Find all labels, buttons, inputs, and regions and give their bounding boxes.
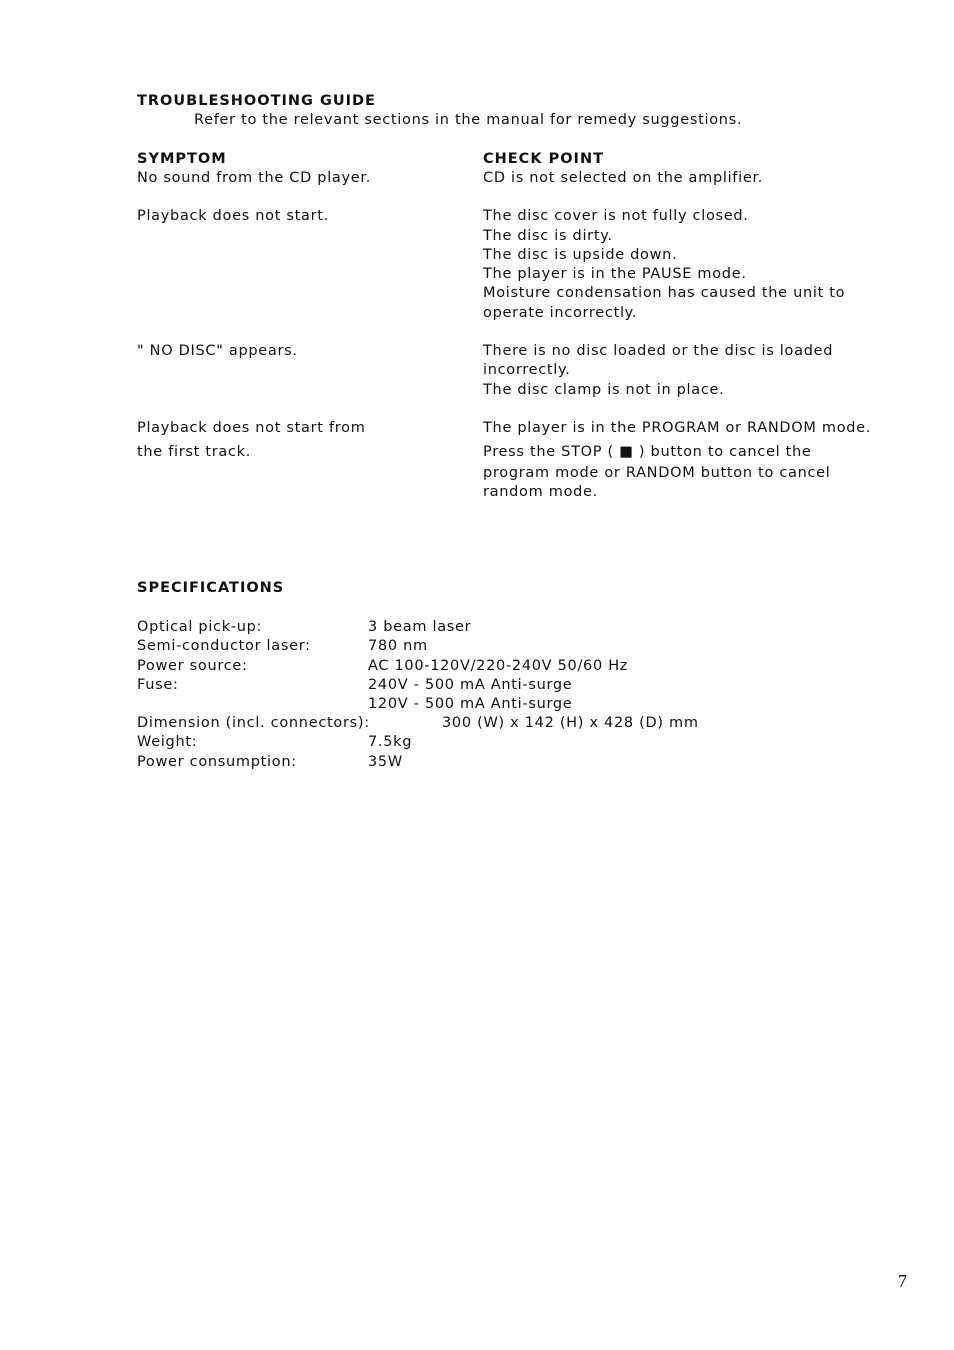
check-item: incorrectly. bbox=[483, 362, 571, 378]
check-item: There is no disc loaded or the disc is loaded bbox=[483, 343, 834, 359]
symptom-playback-not-start: Playback does not start. bbox=[137, 208, 330, 224]
check-item: random mode. bbox=[483, 484, 598, 500]
checkpoint-header: CHECK POINT bbox=[483, 151, 604, 167]
spec-label: Power consumption: bbox=[137, 754, 297, 770]
spec-value: 240V - 500 mA Anti-surge bbox=[368, 677, 573, 693]
page-number: 7 bbox=[898, 1271, 907, 1291]
check-item: Press the STOP ( ■ ) button to cancel the bbox=[483, 444, 812, 460]
check-item: Moisture condensation has caused the unit to bbox=[483, 285, 846, 301]
spec-label: Dimension (incl. connectors): bbox=[137, 715, 370, 731]
symptom-no-sound: No sound from the CD player. bbox=[137, 170, 372, 186]
check-item: The disc is upside down. bbox=[483, 247, 678, 263]
spec-label: Power source: bbox=[137, 658, 248, 674]
specifications-title: SPECIFICATIONS bbox=[137, 580, 285, 596]
check-item: The disc is dirty. bbox=[483, 228, 613, 244]
symptom-header: SYMPTOM bbox=[137, 151, 227, 167]
spec-label: Optical pick-up: bbox=[137, 619, 263, 635]
check-item: The disc clamp is not in place. bbox=[483, 382, 725, 398]
spec-label: Semi-conductor laser: bbox=[137, 638, 311, 654]
spec-value: 300 (W) x 142 (H) x 428 (D) mm bbox=[442, 715, 699, 731]
check-cd-not-selected: CD is not selected on the amplifier. bbox=[483, 170, 764, 186]
symptom-no-disc: " NO DISC" appears. bbox=[137, 343, 298, 359]
check-item: The disc cover is not fully closed. bbox=[483, 208, 749, 224]
spec-value: 780 nm bbox=[368, 638, 428, 654]
spec-value: 7.5kg bbox=[368, 734, 413, 750]
troubleshooting-intro: Refer to the relevant sections in the manual for remedy suggestions. bbox=[194, 112, 743, 128]
symptom-not-first-track: Playback does not start from bbox=[137, 420, 366, 436]
troubleshooting-title: TROUBLESHOOTING GUIDE bbox=[137, 93, 376, 109]
spec-value: AC 100-120V/220-240V 50/60 Hz bbox=[368, 658, 629, 674]
spec-label: Fuse: bbox=[137, 677, 179, 693]
spec-label: Weight: bbox=[137, 734, 198, 750]
symptom-not-first-track-cont: the first track. bbox=[137, 444, 252, 460]
spec-value: 35W bbox=[368, 754, 403, 770]
check-item: The player is in the PAUSE mode. bbox=[483, 266, 747, 282]
spec-value: 120V - 500 mA Anti-surge bbox=[368, 696, 573, 712]
spec-value: 3 beam laser bbox=[368, 619, 472, 635]
check-item: program mode or RANDOM button to cancel bbox=[483, 465, 831, 481]
check-item: operate incorrectly. bbox=[483, 305, 638, 321]
check-item: The player is in the PROGRAM or RANDOM mode. bbox=[483, 420, 872, 436]
